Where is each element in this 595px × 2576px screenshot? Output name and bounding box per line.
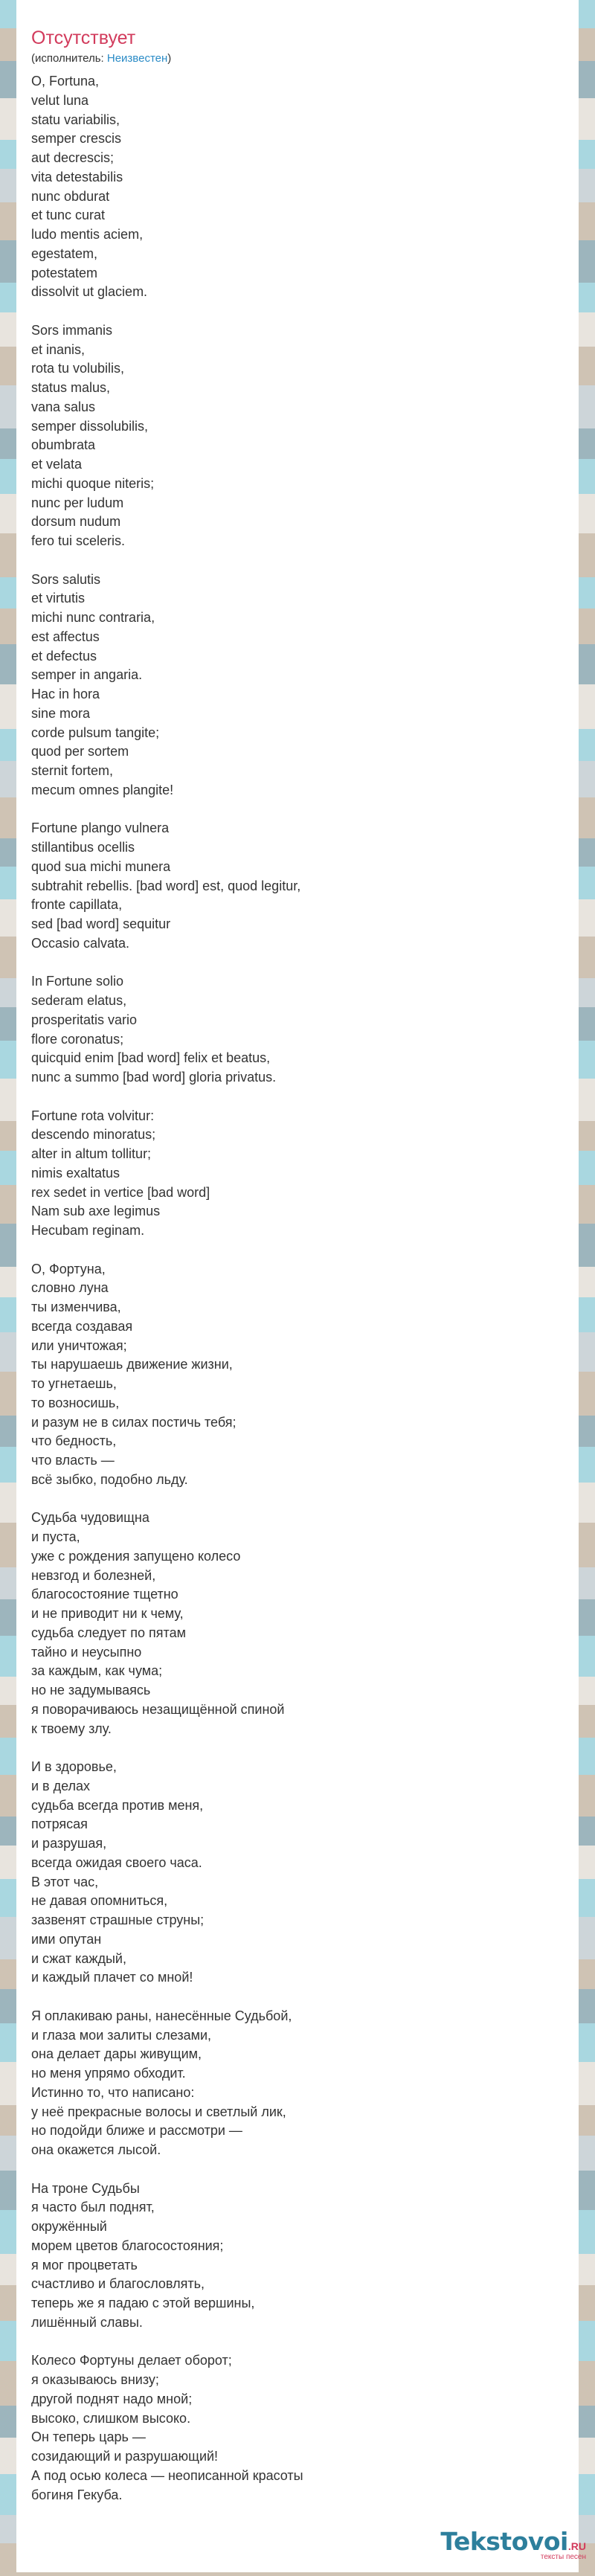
- stanza-break: [31, 302, 552, 321]
- lyric-line: и разум не в силах постичь тебя;: [31, 1414, 237, 1430]
- lyric-line: и глаза мои залиты слезами,: [31, 2027, 212, 2043]
- lyric-line: к твоему злу.: [31, 1721, 112, 1736]
- lyric-line: O, Фортуна,: [31, 1261, 106, 1276]
- lyric-line: за каждым, как чума;: [31, 1663, 163, 1679]
- lyric-line: что власть —: [31, 1453, 115, 1468]
- lyric-line: то угнетаешь,: [31, 1376, 117, 1391]
- brand-name: Tekstovoi: [440, 2527, 568, 2556]
- lyric-line: sederam elatus,: [31, 993, 127, 1008]
- lyric-line: potestatem: [31, 265, 98, 280]
- lyric-line: fronte capillata,: [31, 897, 123, 913]
- lyric-line: Hac in hora: [31, 687, 100, 701]
- lyric-line: я мог процветать: [31, 2257, 138, 2273]
- lyric-line: и не приводит ни к чему,: [31, 1606, 184, 1621]
- lyric-line: rex sedet in vertice [bad word]: [31, 1184, 210, 1200]
- lyric-line: и сжат каждый,: [31, 1950, 126, 1966]
- lyric-line: aut decrescis;: [31, 150, 115, 165]
- lyric-line: Я оплакиваю раны, нанесённые Судьбой,: [31, 2008, 292, 2023]
- lyric-line: nimis exaltatus: [31, 1165, 120, 1181]
- brand-suffix: .RU: [567, 2540, 586, 2552]
- lyric-line: Судьба чудовищна: [31, 1510, 149, 1526]
- lyric-line: alter in altum tollitur;: [31, 1146, 152, 1161]
- lyric-line: В этот час,: [31, 1874, 99, 1889]
- stanza-break: [31, 1988, 552, 2007]
- performer-line: [31, 52, 171, 65]
- lyric-line: et tunc curat: [31, 208, 106, 223]
- lyrics-text: [31, 72, 552, 2505]
- lyric-line: et inanis,: [31, 341, 86, 357]
- lyric-line: то возносишь,: [31, 1395, 120, 1410]
- lyric-line: словно луна: [31, 1280, 109, 1296]
- lyric-line: Sors immanis: [31, 322, 113, 338]
- lyric-line: flore coronatus;: [31, 1031, 124, 1047]
- lyric-line: судьба всегда против меня,: [31, 1797, 204, 1813]
- lyric-line: и в делах: [31, 1778, 91, 1793]
- lyric-line: окружённый: [31, 2219, 107, 2234]
- lyric-line: благосостояние тщетно: [31, 1587, 178, 1602]
- stanza-break: [31, 1088, 552, 1107]
- lyric-line: O, Fortuna,: [31, 74, 100, 89]
- performer-link[interactable]: Неизвестен: [106, 52, 168, 65]
- lyric-line: или уничтожая;: [31, 1337, 127, 1353]
- lyric-line: et defectus: [31, 648, 97, 664]
- lyric-line: Fortune plango vulnera: [31, 820, 170, 836]
- lyric-line: et velata: [31, 457, 83, 472]
- lyric-line: egestatem,: [31, 245, 98, 261]
- lyric-line: невзгод и болезней,: [31, 1567, 156, 1583]
- lyric-line: Hecubam reginam.: [31, 1223, 145, 1238]
- stanza-break: [31, 551, 552, 571]
- lyric-line: и каждый плачет со мной!: [31, 1970, 193, 1985]
- lyric-line: Истинно то, что написано:: [31, 2084, 195, 2100]
- lyric-line: но не задумываясь: [31, 1683, 151, 1697]
- lyric-line: est affectus: [31, 629, 100, 644]
- lyric-line: nunc obdurat: [31, 188, 110, 204]
- lyric-line: всё зыбко, подобно льду.: [31, 1471, 188, 1487]
- lyric-line: у неё прекрасные волосы и светлый лик,: [31, 2104, 286, 2119]
- lyric-line: quod sua michi munera: [31, 858, 171, 874]
- lyric-line: statu variabilis,: [31, 112, 120, 127]
- lyric-line: Колесо Фортуны делает оборот;: [31, 2353, 232, 2368]
- lyric-line: quicquid enim [bad word] felix et beatus,: [31, 1050, 271, 1066]
- lyric-line: corde pulsum tangite;: [31, 725, 160, 740]
- lyric-line: semper dissolubilis,: [31, 418, 149, 434]
- stanza-break: [31, 1738, 552, 1758]
- stanza-break: [31, 1490, 552, 1509]
- lyric-line: уже с рождения запущено колесо: [31, 1548, 241, 1564]
- lyric-line: semper crescis: [31, 131, 122, 147]
- lyric-line: тайно и неусыпно: [31, 1644, 142, 1660]
- lyric-line: судьба следует по пятам: [31, 1625, 186, 1640]
- lyric-line: semper in angaria.: [31, 667, 143, 683]
- lyric-line: mecum omnes plangite!: [31, 782, 174, 797]
- stanza-break: [31, 954, 552, 973]
- brand-wordmark: [440, 2529, 586, 2554]
- lyric-line: но меня упрямо обходит.: [31, 2066, 186, 2081]
- lyric-line: она делает дары живущим,: [31, 2046, 202, 2062]
- lyric-line: теперь же я падаю с этой вершины,: [31, 2296, 255, 2310]
- lyric-line: obumbrata: [31, 437, 96, 453]
- lyric-line: quod per sortem: [31, 744, 129, 759]
- lyric-line: ими опутан: [31, 1931, 102, 1947]
- lyric-line: vana salus: [31, 399, 96, 414]
- lyric-line: лишённый славы.: [31, 2314, 143, 2330]
- lyric-line: ты изменчива,: [31, 1300, 121, 1314]
- site-logo[interactable]: [440, 2529, 586, 2562]
- lyric-line: Он теперь царь —: [31, 2429, 146, 2445]
- lyric-line: И в здоровье,: [31, 1759, 117, 1774]
- performer-prefix: (исполнитель:: [31, 52, 107, 65]
- lyric-line: ludo mentis aciem,: [31, 227, 144, 242]
- stanza-break: [31, 2333, 552, 2352]
- lyric-line: Occasio calvata.: [31, 935, 130, 951]
- lyric-line: michi nunc contraria,: [31, 610, 155, 625]
- lyric-line: зазвенят страшные струны;: [31, 1912, 205, 1927]
- stanza-break: [31, 1241, 552, 1260]
- lyric-line: sine mora: [31, 705, 91, 721]
- lyric-line: dorsum nudum: [31, 514, 121, 530]
- lyric-line: et virtutis: [31, 591, 86, 606]
- lyric-line: ты нарушаешь движение жизни,: [31, 1357, 233, 1372]
- lyric-line: высоко, слишком высоко.: [31, 2410, 191, 2426]
- lyric-line: богиня Гекуба.: [31, 2487, 123, 2502]
- lyric-line: fero tui sceleris.: [31, 533, 126, 548]
- lyric-line: А под осью колеса — неописанной красоты: [31, 2467, 303, 2483]
- lyric-line: Sors salutis: [31, 571, 101, 587]
- lyric-line: потрясая: [31, 1817, 88, 1832]
- lyric-line: In Fortune solio: [31, 974, 124, 989]
- performer-suffix: ): [167, 52, 172, 65]
- lyric-line: она окажется лысой.: [31, 2142, 161, 2157]
- lyric-line: всегда создавая: [31, 1318, 133, 1334]
- lyric-line: descendo minoratus;: [31, 1127, 156, 1143]
- lyric-line: michi quoque niteris;: [31, 475, 155, 491]
- lyric-line: морем цветов благосостояния;: [31, 2238, 224, 2253]
- lyric-line: созидающий и разрушающий!: [31, 2449, 219, 2464]
- lyric-line: счастливо и благословлять,: [31, 2276, 205, 2292]
- lyric-line: и разрушая,: [31, 1836, 107, 1851]
- lyric-line: vita detestabilis: [31, 169, 123, 184]
- lyrics-card: [16, 0, 579, 2572]
- lyric-line: я часто был поднят,: [31, 2200, 155, 2215]
- stanza-break: [31, 800, 552, 820]
- lyric-line: nunc per ludum: [31, 495, 124, 510]
- lyric-line: subtrahit rebellis. [bad word] est, quod legitur,: [31, 878, 301, 893]
- lyric-line: stillantibus ocellis: [31, 840, 135, 855]
- lyric-line: rota tu volubilis,: [31, 361, 125, 376]
- brand-tagline: тексты песен: [540, 2553, 586, 2561]
- lyric-line: я поворачиваюсь незащищённой спиной: [31, 1701, 285, 1717]
- lyric-line: другой поднят надо мной;: [31, 2391, 193, 2406]
- stanza-break: [31, 2160, 552, 2180]
- lyric-line: я оказываюсь внизу;: [31, 2372, 159, 2387]
- lyric-line: Nam sub axe legimus: [31, 1204, 161, 1219]
- lyric-line: всегда ожидая своего часа.: [31, 1854, 202, 1870]
- lyric-line: но подойди ближе и рассмотри —: [31, 2123, 242, 2139]
- lyric-line: Fortune rota volvitur:: [31, 1108, 155, 1123]
- lyric-line: что бедность,: [31, 1433, 117, 1449]
- lyric-line: На троне Судьбы: [31, 2180, 140, 2196]
- lyric-line: sternit fortem,: [31, 763, 114, 778]
- lyric-line: prosperitatis vario: [31, 1012, 138, 1027]
- lyric-line: dissolvit ut glaciem.: [31, 284, 148, 300]
- song-title: Отсутствует: [31, 28, 136, 48]
- lyric-line: не давая опомниться,: [31, 1893, 168, 1909]
- lyric-line: sed [bad word] sequitur: [31, 916, 171, 931]
- lyric-line: velut luna: [31, 92, 89, 108]
- lyric-line: status malus,: [31, 380, 111, 395]
- lyric-line: nunc a summo [bad word] gloria privatus.: [31, 1070, 277, 1085]
- lyric-line: и пуста,: [31, 1529, 80, 1544]
